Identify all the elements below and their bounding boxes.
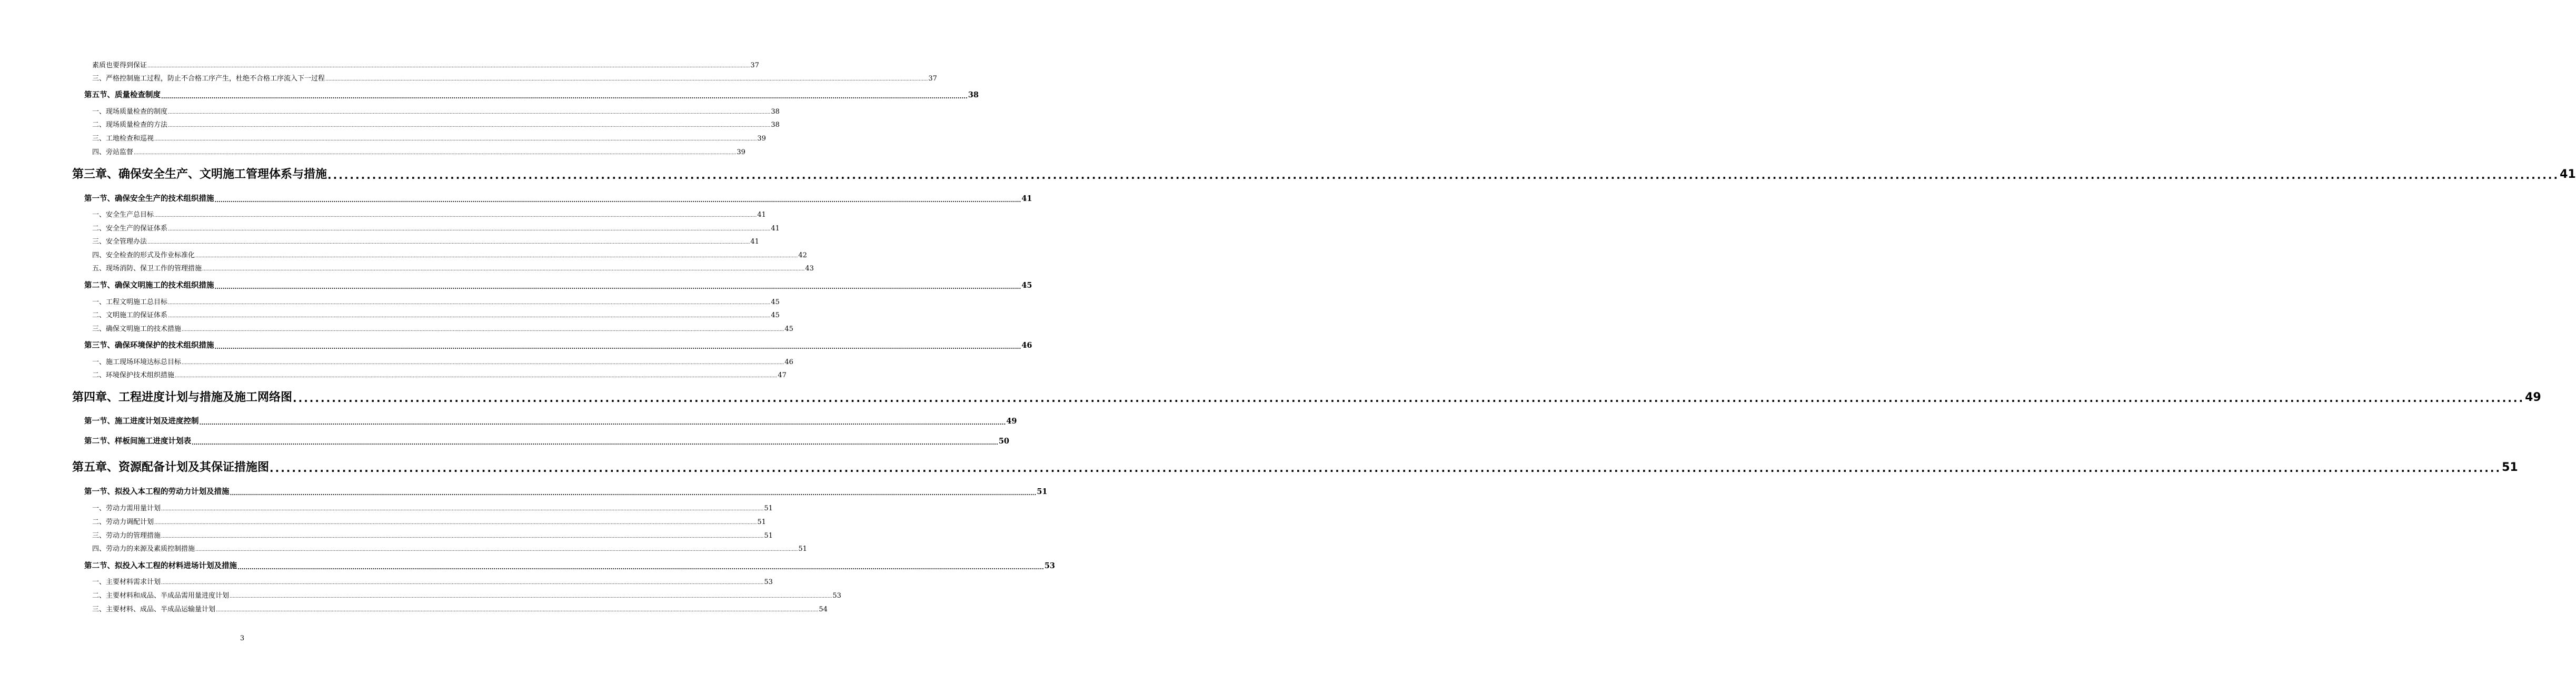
toc-item[interactable] <box>92 531 773 540</box>
toc-label: 第四章、工程进度计划与措施及施工网络图 <box>72 390 293 404</box>
toc-leader-dots: ................................................................................................................................................................................................................................................................................................................................................................................................................ <box>214 283 1021 290</box>
toc-page-number: 53 <box>832 591 841 600</box>
toc-page-number: 37 <box>928 74 937 83</box>
toc-item[interactable] <box>92 325 793 333</box>
toc-page-number: 39 <box>737 148 745 156</box>
toc-item[interactable] <box>92 371 787 379</box>
toc-label: 第一节、施工进度计划及进度控制 <box>84 417 199 426</box>
toc-item[interactable] <box>92 298 780 306</box>
toc-label: 二、现场质量检查的方法 <box>92 120 168 129</box>
toc-label: 第二节、样板间施工进度计划表 <box>84 437 191 446</box>
toc-item[interactable] <box>92 358 793 366</box>
toc-leader-dots: ................................................................................................................................................................................................................................................................................................................................................................................................................ <box>161 580 764 586</box>
toc-leader-dots: ................................................................................................................................................................................................................................................................................................................................................................................................................ <box>182 360 784 366</box>
toc-page-number: 53 <box>764 578 773 586</box>
toc-leader-dots: ................................................................................................................................................................................................................................................................................................................................................................................................................ <box>230 489 1037 497</box>
toc-leader-dots: ................................................................................................................................................................................................................................................................................................................................................................................................................ <box>168 313 771 319</box>
toc-section[interactable] <box>84 417 1017 426</box>
toc-label: 二、文明施工的保证体系 <box>92 311 168 319</box>
toc-item[interactable] <box>92 518 766 526</box>
toc-item[interactable] <box>92 148 745 156</box>
toc-page-number: 42 <box>798 251 807 259</box>
toc-label: 二、劳动力调配计划 <box>92 518 154 526</box>
toc-page-number: 37 <box>750 61 759 69</box>
toc-page-number: 41 <box>2560 167 2576 181</box>
toc-item[interactable] <box>92 210 766 219</box>
toc-leader-dots: ................................................................................................................................................................................................................................................................................................................................................................................................................ <box>327 168 2560 182</box>
toc-label: 三、确保文明施工的技术措施 <box>92 325 182 333</box>
toc-leader-dots: ................................................................................................................................................................................................................................................................................................................................................................................................................ <box>293 391 2525 405</box>
toc-chapter[interactable] <box>72 167 2576 182</box>
toc-label: 四、劳动力的来源及素质控制措施 <box>92 545 195 553</box>
toc-label: 一、劳动力需用量计划 <box>92 504 161 512</box>
toc-label: 五、现场消防、保卫工作的管理措施 <box>92 264 202 273</box>
toc-label: 一、安全生产总目标 <box>92 210 154 219</box>
toc-leader-dots: ................................................................................................................................................................................................................................................................................................................................................................................................................ <box>216 607 819 613</box>
toc-label: 一、现场质量检查的制度 <box>92 107 168 116</box>
toc-leader-dots: ................................................................................................................................................................................................................................................................................................................................................................................................................ <box>199 419 1006 426</box>
toc-page-number: 47 <box>778 371 787 379</box>
toc-item[interactable] <box>92 264 814 273</box>
toc-leader-dots: ................................................................................................................................................................................................................................................................................................................................................................................................................ <box>154 213 757 218</box>
toc-page-number: 45 <box>771 311 780 319</box>
toc-label: 一、工程文明施工总目标 <box>92 298 168 306</box>
toc-page-number: 41 <box>1021 194 1032 204</box>
toc-section[interactable] <box>84 561 1056 571</box>
toc-item[interactable] <box>92 251 807 259</box>
toc-item[interactable] <box>92 134 766 143</box>
toc-item[interactable] <box>92 237 759 246</box>
toc-section[interactable] <box>84 437 1010 446</box>
toc-section[interactable] <box>84 194 1032 204</box>
toc-page-number: 51 <box>764 504 773 512</box>
toc-page-number: 53 <box>1044 561 1056 571</box>
toc-page-number: 45 <box>1021 281 1032 290</box>
toc-leader-dots: ................................................................................................................................................................................................................................................................................................................................................................................................................ <box>154 136 757 142</box>
toc-label: 二、主要材料和成品、半成品需用量进度计划 <box>92 591 230 600</box>
toc-section[interactable] <box>84 341 1032 350</box>
toc-leader-dots: ................................................................................................................................................................................................................................................................................................................................................................................................................ <box>161 93 968 100</box>
toc-item[interactable] <box>92 545 807 553</box>
toc-page-number: 50 <box>998 437 1010 446</box>
toc-page-number: 51 <box>764 531 773 540</box>
toc-item[interactable] <box>92 107 780 116</box>
page-number: 3 <box>240 634 245 642</box>
toc-label: 四、旁站监督 <box>92 148 134 156</box>
toc-leader-dots: ................................................................................................................................................................................................................................................................................................................................................................................................................ <box>214 196 1021 204</box>
toc-item[interactable] <box>92 120 780 129</box>
toc-label: 三、工地检查和巡视 <box>92 134 154 143</box>
toc-page-number: 38 <box>968 90 979 100</box>
toc-page-number: 38 <box>771 120 780 129</box>
toc-page-number: 49 <box>2525 390 2541 404</box>
toc-label: 四、安全检查的形式及作业标准化 <box>92 251 195 259</box>
toc-page-number: 41 <box>750 237 759 246</box>
toc-leader-dots: ................................................................................................................................................................................................................................................................................................................................................................................................................ <box>161 533 764 539</box>
toc-page-number: 51 <box>757 518 766 526</box>
toc-label: 素质也要得到保证 <box>92 61 147 69</box>
toc-page-number: 46 <box>784 358 793 366</box>
toc-item[interactable] <box>92 504 773 512</box>
toc-leader-dots: ................................................................................................................................................................................................................................................................................................................................................................................................................ <box>134 150 737 156</box>
toc-label: 三、主要材料、成品、半成品运输量计划 <box>92 605 216 613</box>
toc-page-number: 38 <box>771 107 780 116</box>
toc-page-number: 51 <box>1037 487 1048 497</box>
toc-label: 三、劳动力的管理措施 <box>92 531 161 540</box>
toc-leader-dots: ................................................................................................................................................................................................................................................................................................................................................................................................................ <box>168 123 771 128</box>
toc-section[interactable] <box>84 90 979 100</box>
toc-label: 第三节、确保环境保护的技术组织措施 <box>84 341 214 350</box>
toc-leader-dots: ................................................................................................................................................................................................................................................................................................................................................................................................................ <box>192 439 998 446</box>
toc-leader-dots: ................................................................................................................................................................................................................................................................................................................................................................................................................ <box>147 63 750 69</box>
toc-leader-dots: ................................................................................................................................................................................................................................................................................................................................................................................................................ <box>214 343 1021 350</box>
toc-item[interactable] <box>92 591 841 600</box>
toc-page-number: 51 <box>798 545 807 553</box>
toc-page-number: 41 <box>757 210 766 219</box>
toc-item[interactable] <box>92 61 759 69</box>
toc-chapter[interactable] <box>72 390 2541 405</box>
toc-label: 第五节、质量检查制度 <box>84 90 161 100</box>
toc-item[interactable] <box>92 224 780 233</box>
toc-leader-dots: ................................................................................................................................................................................................................................................................................................................................................................................................................ <box>182 327 784 333</box>
toc-leader-dots: ................................................................................................................................................................................................................................................................................................................................................................................................................ <box>154 520 757 526</box>
toc-leader-dots: ................................................................................................................................................................................................................................................................................................................................................................................................................ <box>161 506 764 512</box>
toc-item[interactable] <box>92 74 937 83</box>
toc-label: 一、施工现场环境达标总目标 <box>92 358 182 366</box>
toc-label: 第二节、拟投入本工程的材料进场计划及措施 <box>84 561 237 571</box>
toc-label: 第一节、确保安全生产的技术组织措施 <box>84 194 214 204</box>
toc-chapter[interactable] <box>72 460 2518 475</box>
toc-label: 三、严格控制施工过程，防止不合格工序产生，杜绝不合格工序流入下一过程 <box>92 74 325 83</box>
toc-label: 二、安全生产的保证体系 <box>92 224 168 233</box>
toc-page-number: 43 <box>805 264 814 273</box>
toc-leader-dots: ................................................................................................................................................................................................................................................................................................................................................................................................................ <box>175 373 778 379</box>
toc-item[interactable] <box>92 578 773 586</box>
toc-leader-dots: ................................................................................................................................................................................................................................................................................................................................................................................................................ <box>168 300 771 306</box>
toc-leader-dots: ................................................................................................................................................................................................................................................................................................................................................................................................................ <box>195 253 798 259</box>
toc-page-number: 41 <box>771 224 780 233</box>
toc-item[interactable] <box>92 311 780 319</box>
toc-label: 三、安全管理办法 <box>92 237 147 246</box>
toc-label: 第一节、拟投入本工程的劳动力计划及措施 <box>84 487 230 497</box>
toc-section[interactable] <box>84 487 1048 497</box>
toc-label: 二、环境保护技术组织措施 <box>92 371 175 379</box>
toc-leader-dots: ................................................................................................................................................................................................................................................................................................................................................................................................................ <box>237 563 1044 571</box>
toc-leader-dots: ................................................................................................................................................................................................................................................................................................................................................................................................................ <box>147 239 750 245</box>
toc-label: 第五章、资源配备计划及其保证措施图 <box>72 460 270 474</box>
toc-leader-dots: ................................................................................................................................................................................................................................................................................................................................................................................................................ <box>195 547 798 552</box>
toc-label: 第三章、确保安全生产、文明施工管理体系与措施 <box>72 167 327 181</box>
toc-page-number: 45 <box>771 298 780 306</box>
toc-leader-dots: ................................................................................................................................................................................................................................................................................................................................................................................................................ <box>270 461 2502 475</box>
toc-leader-dots: ................................................................................................................................................................................................................................................................................................................................................................................................................ <box>168 226 771 232</box>
toc-label: 一、主要材料需求计划 <box>92 578 161 586</box>
toc-item[interactable] <box>92 605 828 613</box>
toc-leader-dots: ................................................................................................................................................................................................................................................................................................................................................................................................................ <box>325 76 928 82</box>
toc-label: 第二节、确保文明施工的技术组织措施 <box>84 281 214 290</box>
toc-leader-dots: ................................................................................................................................................................................................................................................................................................................................................................................................................ <box>230 593 832 599</box>
toc-page-number: 54 <box>819 605 828 613</box>
toc-leader-dots: ................................................................................................................................................................................................................................................................................................................................................................................................................ <box>168 109 771 115</box>
toc-page-number: 46 <box>1021 341 1032 350</box>
toc-leader-dots: ................................................................................................................................................................................................................................................................................................................................................................................................................ <box>202 266 805 272</box>
toc-page-number: 49 <box>1006 417 1017 426</box>
toc-page-number: 39 <box>757 134 766 143</box>
toc-page-number: 51 <box>2502 460 2518 474</box>
toc-page-number: 45 <box>784 325 793 333</box>
toc-section[interactable] <box>84 281 1032 290</box>
